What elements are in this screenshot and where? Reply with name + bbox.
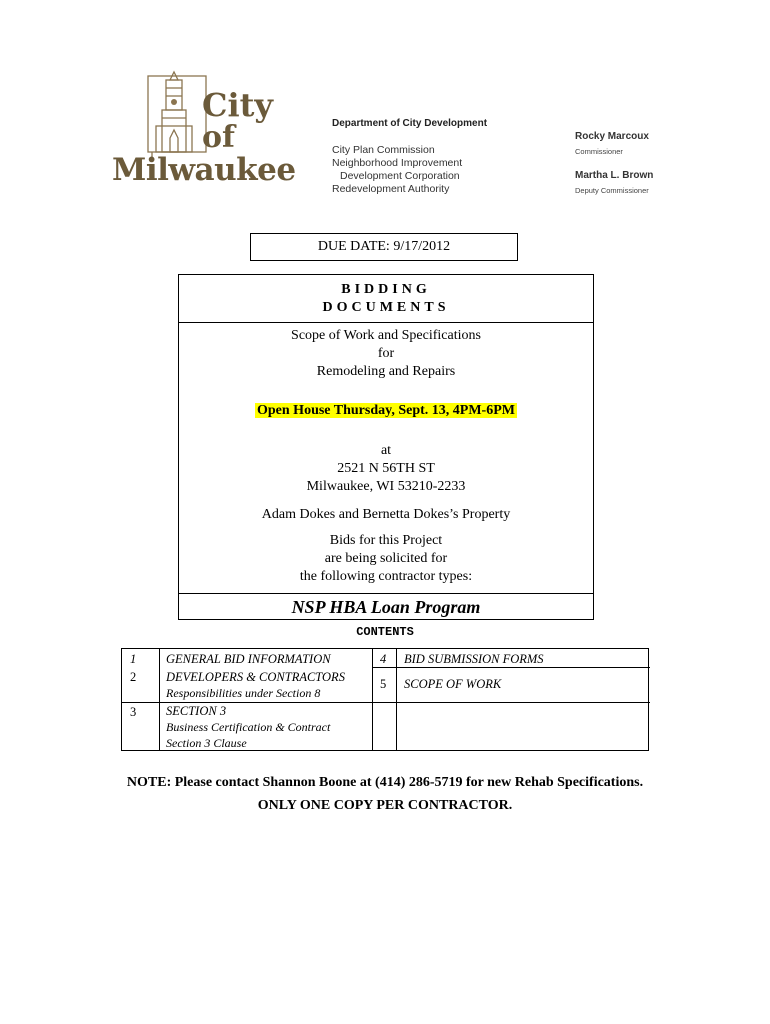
organization-item: Redevelopment Authority xyxy=(332,183,450,195)
note-line-1: NOTE: Please contact Shannon Boone at (414) 286-5719 for new Rehab Specifications. xyxy=(126,775,644,790)
open-house-highlight: Open House Thursday, Sept. 13, 4PM-6PM xyxy=(257,403,515,418)
table-divider xyxy=(159,649,160,750)
commissioner-name: Rocky Marcoux xyxy=(575,131,649,142)
property-owner-line: Adam Dokes and Bernetta Dokes’s Property xyxy=(261,507,511,522)
deputy-commissioner-title: Deputy Commissioner xyxy=(575,186,649,195)
logo-of-text: of xyxy=(202,120,235,155)
bids-line-2: are being solicited for xyxy=(324,551,448,566)
scope-line-3: Remodeling and Repairs xyxy=(316,364,456,379)
table-divider xyxy=(372,667,650,668)
bids-line-1: Bids for this Project xyxy=(329,533,443,548)
table-divider xyxy=(396,649,397,750)
department-name: Department of City Development xyxy=(332,118,488,129)
note-line-2: ONLY ONE COPY PER CONTRACTOR. xyxy=(257,798,513,813)
contents-item-bid-submission-forms: BID SUBMISSION FORMS xyxy=(404,652,544,666)
open-house-line xyxy=(179,403,593,419)
scope-line-2: for xyxy=(377,346,395,361)
contents-item-number: 4 xyxy=(380,652,387,666)
contents-item-subtitle: Responsibilities under Section 8 xyxy=(166,686,321,700)
at-line: at xyxy=(380,443,392,458)
contents-item-section-3: SECTION 3 xyxy=(166,704,227,718)
contents-item-number: 5 xyxy=(380,677,387,691)
due-date-text: DUE DATE: 9/17/2012 xyxy=(317,239,451,254)
contents-item-number: 1 xyxy=(130,652,137,666)
program-name: NSP HBA Loan Program xyxy=(179,593,593,620)
table-divider xyxy=(122,702,650,703)
address-line-1: 2521 N 56TH ST xyxy=(337,461,435,476)
contents-item-developers-contractors: DEVELOPERS & CONTRACTORS xyxy=(166,670,345,684)
deputy-commissioner-name: Martha L. Brown xyxy=(575,170,654,181)
contents-table xyxy=(121,648,649,751)
organization-item: Development Corporation xyxy=(340,170,460,182)
city-of-milwaukee-logo xyxy=(108,68,296,188)
organization-list xyxy=(332,144,462,196)
contents-item-scope-of-work: SCOPE OF WORK xyxy=(404,677,502,691)
scope-line-1: Scope of Work and Specifications xyxy=(291,328,481,343)
address-line-2: Milwaukee, WI 53210-2233 xyxy=(306,479,466,494)
contents-item-subtitle: Section 3 Clause xyxy=(166,736,247,750)
bidding-documents-box xyxy=(178,274,594,620)
contents-item-general-bid-information: GENERAL BID INFORMATION xyxy=(166,652,331,666)
logo-milwaukee-text: Milwaukee xyxy=(112,152,296,188)
contents-heading: CONTENTS xyxy=(356,625,414,639)
due-date-box xyxy=(250,233,518,261)
contents-item-subtitle: Business Certification & Contract xyxy=(166,720,331,734)
title-line-1: BIDDING xyxy=(341,282,431,297)
bids-line-3: the following contractor types: xyxy=(299,569,473,584)
contents-item-number: 3 xyxy=(130,705,137,719)
organization-item: Neighborhood Improvement xyxy=(332,157,463,169)
title-line-2: DOCUMENTS xyxy=(322,300,450,315)
logo-city-text: City xyxy=(202,86,273,124)
commissioner-title: Commissioner xyxy=(575,147,623,156)
organization-item: City Plan Commission xyxy=(332,144,435,156)
table-divider xyxy=(372,649,373,750)
bidding-documents-title xyxy=(179,275,593,323)
contents-item-number: 2 xyxy=(130,670,137,684)
